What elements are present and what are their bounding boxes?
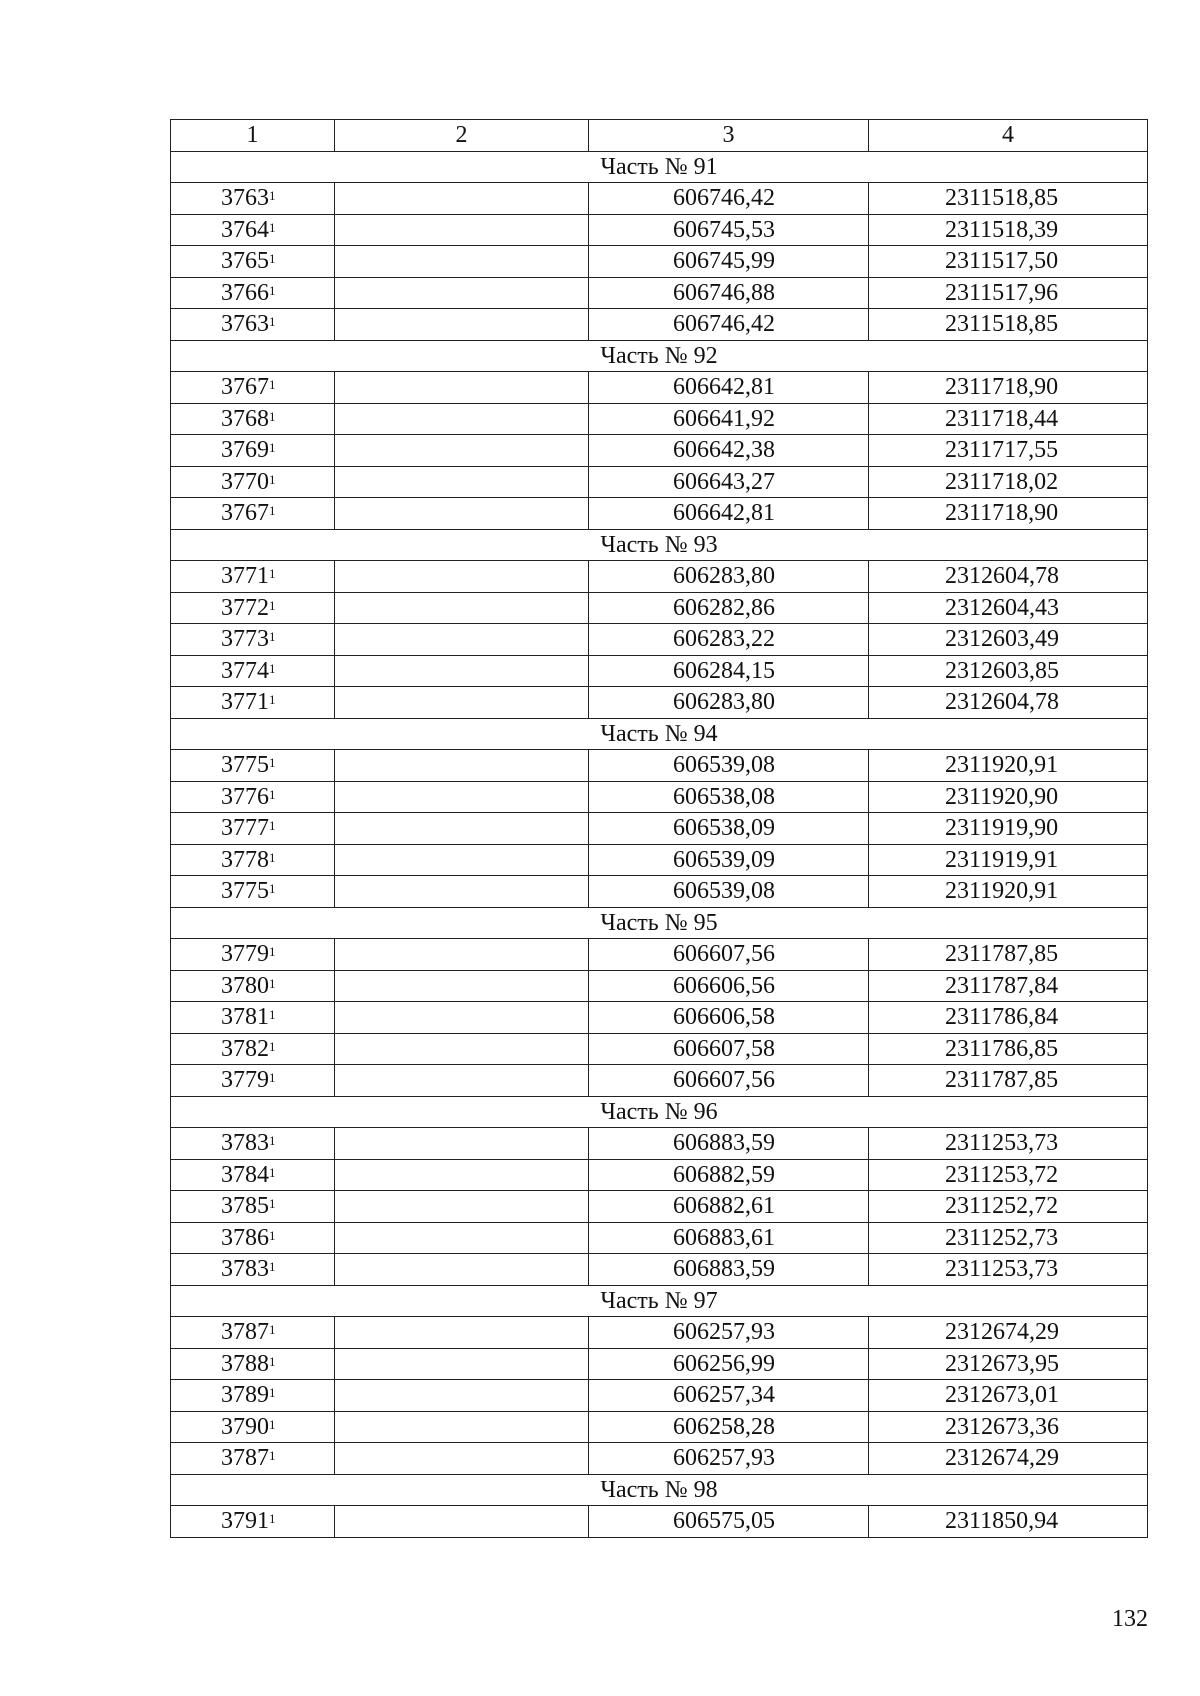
x-coordinate-cell: 606539,08 xyxy=(589,750,869,782)
point-number-cell xyxy=(171,813,335,845)
point-number-cell xyxy=(171,970,335,1002)
point-number: 3787 xyxy=(221,1319,269,1346)
point-number: 3768 xyxy=(221,405,269,432)
point-number-cell xyxy=(171,1348,335,1380)
point-number: 3763 xyxy=(221,311,269,338)
column-header-1: 1 xyxy=(171,120,335,152)
y-coordinate-cell: 2311786,84 xyxy=(869,1002,1148,1034)
point-number: 3763 xyxy=(221,185,269,212)
column-2-cell xyxy=(335,372,589,404)
y-coordinate-cell: 2311787,84 xyxy=(869,970,1148,1002)
page-number: 132 xyxy=(1112,1606,1148,1632)
section-title: Часть № 96 xyxy=(171,1096,1148,1128)
point-number-superscript: 1 xyxy=(269,818,276,834)
table-row xyxy=(171,1411,1148,1443)
point-number-superscript: 1 xyxy=(269,660,276,676)
x-coordinate-cell: 606257,93 xyxy=(589,1443,869,1475)
x-coordinate-cell: 606284,15 xyxy=(589,655,869,687)
point-number: 3771 xyxy=(221,689,269,716)
section-title: Часть № 95 xyxy=(171,907,1148,939)
column-number-header-row xyxy=(171,120,1148,152)
point-number-cell xyxy=(171,466,335,498)
table-row xyxy=(171,1191,1148,1223)
point-number-superscript: 1 xyxy=(269,786,276,802)
column-2-cell xyxy=(335,687,589,719)
x-coordinate-cell: 606642,81 xyxy=(589,498,869,530)
column-2-cell xyxy=(335,655,589,687)
point-number: 3771 xyxy=(221,563,269,590)
point-number: 3770 xyxy=(221,468,269,495)
column-2-cell xyxy=(335,466,589,498)
column-2-cell xyxy=(335,781,589,813)
table-row xyxy=(171,183,1148,215)
point-number-superscript: 1 xyxy=(269,1038,276,1054)
column-2-cell xyxy=(335,214,589,246)
point-number-cell xyxy=(171,372,335,404)
x-coordinate-cell: 606745,99 xyxy=(589,246,869,278)
column-2-cell xyxy=(335,939,589,971)
point-number-cell xyxy=(171,592,335,624)
point-number: 3769 xyxy=(221,437,269,464)
point-number-superscript: 1 xyxy=(269,282,276,298)
point-number-superscript: 1 xyxy=(269,975,276,991)
y-coordinate-cell: 2311718,90 xyxy=(869,372,1148,404)
point-number-cell xyxy=(171,1317,335,1349)
point-number: 3775 xyxy=(221,752,269,779)
table-row xyxy=(171,1506,1148,1538)
point-number-superscript: 1 xyxy=(269,944,276,960)
point-number-superscript: 1 xyxy=(269,1196,276,1212)
table-row xyxy=(171,1380,1148,1412)
x-coordinate-cell: 606282,86 xyxy=(589,592,869,624)
point-number-cell xyxy=(171,1411,335,1443)
column-2-cell xyxy=(335,1128,589,1160)
column-2-cell xyxy=(335,1411,589,1443)
y-coordinate-cell: 2311718,90 xyxy=(869,498,1148,530)
y-coordinate-cell: 2312674,29 xyxy=(869,1317,1148,1349)
x-coordinate-cell: 606746,88 xyxy=(589,277,869,309)
y-coordinate-cell: 2312603,49 xyxy=(869,624,1148,656)
x-coordinate-cell: 606882,59 xyxy=(589,1159,869,1191)
table-row xyxy=(171,1002,1148,1034)
point-number-superscript: 1 xyxy=(269,1448,276,1464)
x-coordinate-cell: 606538,09 xyxy=(589,813,869,845)
point-number-cell xyxy=(171,750,335,782)
table-row xyxy=(171,592,1148,624)
y-coordinate-cell: 2312603,85 xyxy=(869,655,1148,687)
column-2-cell xyxy=(335,246,589,278)
point-number-cell xyxy=(171,1222,335,1254)
column-2-cell xyxy=(335,1380,589,1412)
column-2-cell xyxy=(335,403,589,435)
column-header-2: 2 xyxy=(335,120,589,152)
table-row xyxy=(171,1443,1148,1475)
point-number: 3776 xyxy=(221,783,269,810)
point-number-cell xyxy=(171,183,335,215)
x-coordinate-cell: 606283,80 xyxy=(589,687,869,719)
point-number: 3789 xyxy=(221,1382,269,1409)
point-number-superscript: 1 xyxy=(269,1227,276,1243)
table-row xyxy=(171,655,1148,687)
y-coordinate-cell: 2311919,90 xyxy=(869,813,1148,845)
column-2-cell xyxy=(335,592,589,624)
table-row xyxy=(171,435,1148,467)
column-2-cell xyxy=(335,309,589,341)
point-number-superscript: 1 xyxy=(269,440,276,456)
column-2-cell xyxy=(335,750,589,782)
table-row xyxy=(171,498,1148,530)
point-number-superscript: 1 xyxy=(269,755,276,771)
column-2-cell xyxy=(335,435,589,467)
point-number: 3767 xyxy=(221,374,269,401)
y-coordinate-cell: 2311518,39 xyxy=(869,214,1148,246)
point-number: 3767 xyxy=(221,500,269,527)
point-number-cell xyxy=(171,1443,335,1475)
x-coordinate-cell: 606606,56 xyxy=(589,970,869,1002)
point-number: 3779 xyxy=(221,941,269,968)
x-coordinate-cell: 606746,42 xyxy=(589,183,869,215)
point-number: 3786 xyxy=(221,1224,269,1251)
table-row xyxy=(171,939,1148,971)
point-number-superscript: 1 xyxy=(269,471,276,487)
y-coordinate-cell: 2312604,78 xyxy=(869,561,1148,593)
point-number-superscript: 1 xyxy=(269,1322,276,1338)
x-coordinate-cell: 606575,05 xyxy=(589,1506,869,1538)
section-title: Часть № 94 xyxy=(171,718,1148,750)
column-header-3: 3 xyxy=(589,120,869,152)
point-number-cell xyxy=(171,1254,335,1286)
section-title-row xyxy=(171,1474,1148,1506)
point-number-cell xyxy=(171,1065,335,1097)
point-number: 3784 xyxy=(221,1161,269,1188)
point-number-cell xyxy=(171,624,335,656)
section-title-row xyxy=(171,1096,1148,1128)
column-2-cell xyxy=(335,183,589,215)
x-coordinate-cell: 606883,59 xyxy=(589,1254,869,1286)
section-title: Часть № 97 xyxy=(171,1285,1148,1317)
x-coordinate-cell: 606256,99 xyxy=(589,1348,869,1380)
x-coordinate-cell: 606606,58 xyxy=(589,1002,869,1034)
point-number-cell xyxy=(171,687,335,719)
table-row xyxy=(171,214,1148,246)
point-number: 3778 xyxy=(221,846,269,873)
y-coordinate-cell: 2311253,73 xyxy=(869,1128,1148,1160)
table-row xyxy=(171,561,1148,593)
table-row xyxy=(171,624,1148,656)
table-row xyxy=(171,1065,1148,1097)
point-number: 3764 xyxy=(221,216,269,243)
y-coordinate-cell: 2312673,01 xyxy=(869,1380,1148,1412)
point-number-superscript: 1 xyxy=(269,692,276,708)
table-row xyxy=(171,403,1148,435)
table-row xyxy=(171,813,1148,845)
x-coordinate-cell: 606283,22 xyxy=(589,624,869,656)
x-coordinate-cell: 606745,53 xyxy=(589,214,869,246)
table-row xyxy=(171,844,1148,876)
point-number-cell xyxy=(171,655,335,687)
y-coordinate-cell: 2311252,72 xyxy=(869,1191,1148,1223)
section-title-row xyxy=(171,340,1148,372)
x-coordinate-cell: 606257,34 xyxy=(589,1380,869,1412)
y-coordinate-cell: 2311518,85 xyxy=(869,183,1148,215)
x-coordinate-cell: 606539,08 xyxy=(589,876,869,908)
point-number: 3790 xyxy=(221,1413,269,1440)
point-number-superscript: 1 xyxy=(269,408,276,424)
point-number-superscript: 1 xyxy=(269,1511,276,1527)
section-title-row xyxy=(171,529,1148,561)
table-row xyxy=(171,1128,1148,1160)
column-2-cell xyxy=(335,624,589,656)
point-number: 3772 xyxy=(221,594,269,621)
y-coordinate-cell: 2311253,73 xyxy=(869,1254,1148,1286)
y-coordinate-cell: 2311920,90 xyxy=(869,781,1148,813)
point-number-superscript: 1 xyxy=(269,188,276,204)
point-number-superscript: 1 xyxy=(269,881,276,897)
column-2-cell xyxy=(335,277,589,309)
table-row xyxy=(171,781,1148,813)
section-title: Часть № 93 xyxy=(171,529,1148,561)
point-number-cell xyxy=(171,1191,335,1223)
y-coordinate-cell: 2311919,91 xyxy=(869,844,1148,876)
x-coordinate-cell: 606642,38 xyxy=(589,435,869,467)
column-2-cell xyxy=(335,1033,589,1065)
table-row xyxy=(171,1159,1148,1191)
column-2-cell xyxy=(335,813,589,845)
x-coordinate-cell: 606258,28 xyxy=(589,1411,869,1443)
point-number: 3780 xyxy=(221,972,269,999)
section-title: Часть № 98 xyxy=(171,1474,1148,1506)
point-number-cell xyxy=(171,1002,335,1034)
point-number: 3777 xyxy=(221,815,269,842)
point-number-cell xyxy=(171,309,335,341)
table-row xyxy=(171,687,1148,719)
column-2-cell xyxy=(335,1065,589,1097)
point-number-cell xyxy=(171,435,335,467)
y-coordinate-cell: 2311718,02 xyxy=(869,466,1148,498)
point-number-cell xyxy=(171,1506,335,1538)
y-coordinate-cell: 2311850,94 xyxy=(869,1506,1148,1538)
point-number-superscript: 1 xyxy=(269,1133,276,1149)
y-coordinate-cell: 2311252,73 xyxy=(869,1222,1148,1254)
point-number: 3788 xyxy=(221,1350,269,1377)
point-number-superscript: 1 xyxy=(269,1353,276,1369)
point-number: 3791 xyxy=(221,1508,269,1535)
point-number-cell xyxy=(171,1033,335,1065)
column-2-cell xyxy=(335,876,589,908)
point-number-superscript: 1 xyxy=(269,1070,276,1086)
point-number: 3765 xyxy=(221,248,269,275)
table-row xyxy=(171,372,1148,404)
y-coordinate-cell: 2311718,44 xyxy=(869,403,1148,435)
section-title-row xyxy=(171,718,1148,750)
table-row xyxy=(171,1254,1148,1286)
column-2-cell xyxy=(335,561,589,593)
table-row xyxy=(171,750,1148,782)
point-number: 3779 xyxy=(221,1067,269,1094)
point-number-superscript: 1 xyxy=(269,1164,276,1180)
x-coordinate-cell: 606257,93 xyxy=(589,1317,869,1349)
column-2-cell xyxy=(335,1506,589,1538)
x-coordinate-cell: 606607,58 xyxy=(589,1033,869,1065)
y-coordinate-cell: 2312673,36 xyxy=(869,1411,1148,1443)
x-coordinate-cell: 606607,56 xyxy=(589,939,869,971)
y-coordinate-cell: 2311517,96 xyxy=(869,277,1148,309)
point-number-cell xyxy=(171,876,335,908)
point-number-cell xyxy=(171,781,335,813)
point-number-cell xyxy=(171,844,335,876)
x-coordinate-cell: 606283,80 xyxy=(589,561,869,593)
x-coordinate-cell: 606882,61 xyxy=(589,1191,869,1223)
point-number-superscript: 1 xyxy=(269,849,276,865)
point-number-superscript: 1 xyxy=(269,1007,276,1023)
point-number-superscript: 1 xyxy=(269,566,276,582)
point-number: 3773 xyxy=(221,626,269,653)
y-coordinate-cell: 2311920,91 xyxy=(869,876,1148,908)
section-title-row xyxy=(171,151,1148,183)
table-row xyxy=(171,970,1148,1002)
section-title: Часть № 91 xyxy=(171,151,1148,183)
x-coordinate-cell: 606641,92 xyxy=(589,403,869,435)
y-coordinate-cell: 2311786,85 xyxy=(869,1033,1148,1065)
table-row xyxy=(171,1033,1148,1065)
table-row xyxy=(171,876,1148,908)
point-number-superscript: 1 xyxy=(269,1416,276,1432)
y-coordinate-cell: 2312604,43 xyxy=(869,592,1148,624)
column-2-cell xyxy=(335,498,589,530)
x-coordinate-cell: 606642,81 xyxy=(589,372,869,404)
point-number-superscript: 1 xyxy=(269,219,276,235)
table-row xyxy=(171,1317,1148,1349)
table-row xyxy=(171,246,1148,278)
column-2-cell xyxy=(335,1191,589,1223)
point-number-cell xyxy=(171,214,335,246)
point-number-superscript: 1 xyxy=(269,503,276,519)
y-coordinate-cell: 2312674,29 xyxy=(869,1443,1148,1475)
point-number-cell xyxy=(171,939,335,971)
point-number: 3787 xyxy=(221,1445,269,1472)
column-2-cell xyxy=(335,970,589,1002)
point-number-cell xyxy=(171,561,335,593)
point-number-superscript: 1 xyxy=(269,1259,276,1275)
coordinates-table xyxy=(170,119,1148,1538)
column-2-cell xyxy=(335,1222,589,1254)
point-number: 3775 xyxy=(221,878,269,905)
y-coordinate-cell: 2312604,78 xyxy=(869,687,1148,719)
table-row xyxy=(171,277,1148,309)
point-number-cell xyxy=(171,498,335,530)
point-number: 3785 xyxy=(221,1193,269,1220)
point-number: 3774 xyxy=(221,657,269,684)
column-2-cell xyxy=(335,1254,589,1286)
point-number-cell xyxy=(171,1159,335,1191)
table-row xyxy=(171,1348,1148,1380)
x-coordinate-cell: 606883,59 xyxy=(589,1128,869,1160)
x-coordinate-cell: 606607,56 xyxy=(589,1065,869,1097)
column-2-cell xyxy=(335,1443,589,1475)
point-number-cell xyxy=(171,1128,335,1160)
point-number-superscript: 1 xyxy=(269,597,276,613)
column-2-cell xyxy=(335,1002,589,1034)
coordinates-table-body xyxy=(171,120,1148,1538)
point-number-cell xyxy=(171,403,335,435)
table-row xyxy=(171,466,1148,498)
point-number-superscript: 1 xyxy=(269,629,276,645)
y-coordinate-cell: 2312673,95 xyxy=(869,1348,1148,1380)
x-coordinate-cell: 606883,61 xyxy=(589,1222,869,1254)
x-coordinate-cell: 606643,27 xyxy=(589,466,869,498)
column-2-cell xyxy=(335,1317,589,1349)
x-coordinate-cell: 606539,09 xyxy=(589,844,869,876)
x-coordinate-cell: 606538,08 xyxy=(589,781,869,813)
table-row xyxy=(171,1222,1148,1254)
y-coordinate-cell: 2311518,85 xyxy=(869,309,1148,341)
point-number-superscript: 1 xyxy=(269,314,276,330)
point-number-cell xyxy=(171,1380,335,1412)
point-number-superscript: 1 xyxy=(269,377,276,393)
y-coordinate-cell: 2311920,91 xyxy=(869,750,1148,782)
column-2-cell xyxy=(335,844,589,876)
y-coordinate-cell: 2311717,55 xyxy=(869,435,1148,467)
y-coordinate-cell: 2311253,72 xyxy=(869,1159,1148,1191)
column-2-cell xyxy=(335,1348,589,1380)
section-title-row xyxy=(171,1285,1148,1317)
point-number-cell xyxy=(171,246,335,278)
point-number: 3783 xyxy=(221,1256,269,1283)
column-header-4: 4 xyxy=(869,120,1148,152)
point-number-superscript: 1 xyxy=(269,1385,276,1401)
column-2-cell xyxy=(335,1159,589,1191)
y-coordinate-cell: 2311787,85 xyxy=(869,1065,1148,1097)
point-number: 3781 xyxy=(221,1004,269,1031)
y-coordinate-cell: 2311517,50 xyxy=(869,246,1148,278)
point-number-cell xyxy=(171,277,335,309)
point-number: 3783 xyxy=(221,1130,269,1157)
section-title-row xyxy=(171,907,1148,939)
y-coordinate-cell: 2311787,85 xyxy=(869,939,1148,971)
point-number: 3782 xyxy=(221,1035,269,1062)
x-coordinate-cell: 606746,42 xyxy=(589,309,869,341)
section-title: Часть № 92 xyxy=(171,340,1148,372)
point-number-superscript: 1 xyxy=(269,251,276,267)
table-row xyxy=(171,309,1148,341)
point-number: 3766 xyxy=(221,279,269,306)
